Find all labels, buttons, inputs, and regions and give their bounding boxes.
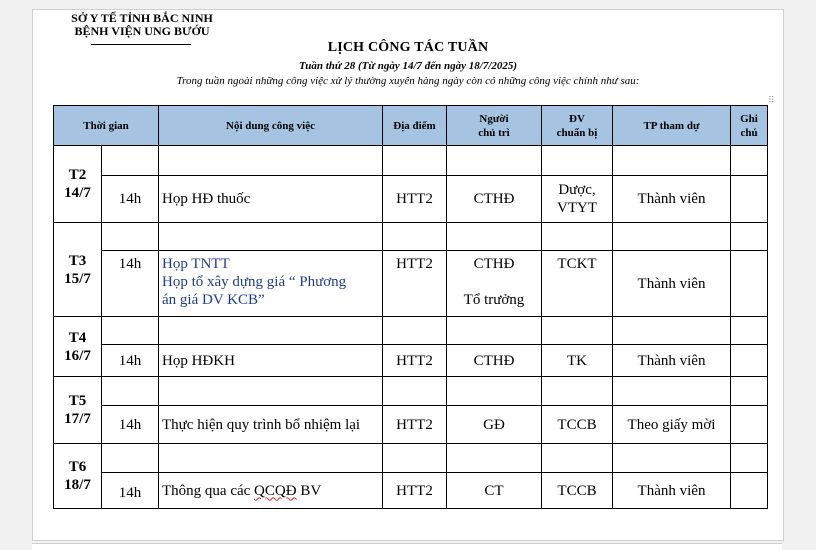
note-cell [731,473,768,509]
location-cell: HTT2 [383,345,447,377]
table-row [54,444,768,473]
day-cell: T2 14/7 [54,146,102,223]
participants-cell: Thành viên [613,345,731,377]
participants-cell: Thành viên [613,251,731,317]
note-cell [731,176,768,223]
col-time: Thời gian [54,106,159,146]
org-line2: BỆNH VIỆN UNG BƯỚU [74,24,210,38]
location-cell: HTT2 [383,406,447,444]
participants-cell: Theo giấy mời [613,406,731,444]
spellcheck-underlined-word: QCQĐ [254,482,297,499]
org-line1: SỞ Y TẾ TỈNH BẮC NINH [71,11,213,25]
day-cell: T5 17/7 [54,377,102,444]
unit-cell: TCCB [542,473,613,509]
week-subtitle: Tuần thứ 28 (Từ ngày 14/7 đến ngày 18/7/2025) [298,60,518,72]
table-row [54,223,768,251]
unit-cell: TCCB [542,406,613,444]
table-move-handle-icon[interactable]: ⠿ [768,95,775,105]
hour-cell: 14h [102,406,159,444]
col-note: Ghi chú [731,106,768,146]
table-row [54,473,768,509]
content-cell: Thực hiện quy trình bổ nhiệm lại [159,406,383,444]
document-page [32,9,784,541]
note-cell [731,406,768,444]
header-row [54,106,768,146]
unit-cell: TK [542,345,613,377]
location-cell: HTT2 [383,176,447,223]
table-row [54,251,768,317]
participants-cell: Thành viên [613,473,731,509]
unit-cell: Dược, VTYT [542,176,613,223]
hour-cell: 14h [102,176,159,223]
table-row [54,176,768,223]
content-cell: Họp HĐKH [159,345,383,377]
host-cell: CTHĐ [447,176,542,223]
day-cell: T4 16/7 [54,317,102,377]
organization-header [67,12,217,38]
host-cell: GĐ [447,406,542,444]
unit-cell: TCKT [542,251,613,317]
table-row [54,377,768,406]
col-location: Địa điểm [383,106,447,146]
table-row [54,406,768,444]
content-cell: Thông qua các QCQĐ BV [159,473,383,509]
day-cell: T3 15/7 [54,223,102,317]
col-content: Nội dung công việc [159,106,383,146]
table-row [54,345,768,377]
participants-cell: Thành viên [613,176,731,223]
note-cell [731,345,768,377]
content-cell: Họp TNTT Họp tổ xây dựng giá “ Phương án giá DV KCB” [159,251,383,317]
page-title: LỊCH CÔNG TÁC TUẦN [327,40,489,55]
host-cell: CTHĐ [447,345,542,377]
col-host: Người chủ trì [447,106,542,146]
location-cell: HTT2 [383,251,447,317]
table-row [54,146,768,176]
schedule-table [53,105,768,509]
col-participants: TP tham dự [613,106,731,146]
content-cell: Họp HĐ thuốc [159,176,383,223]
host-cell: CTHĐ Tổ trưởng [447,251,542,317]
day-cell: T6 18/7 [54,444,102,509]
intro-text: Trong tuần ngoài những công việc xử lý thường xuyên hàng ngày còn có những công việc chính như sau: [176,75,640,87]
host-cell: CT [447,473,542,509]
hour-cell: 14h [102,251,159,317]
location-cell: HTT2 [383,473,447,509]
hour-cell: 14h [102,345,159,377]
table-row [54,317,768,345]
col-unit: ĐV chuẩn bị [542,106,613,146]
note-cell [731,251,768,317]
hour-cell: 14h [102,473,159,509]
